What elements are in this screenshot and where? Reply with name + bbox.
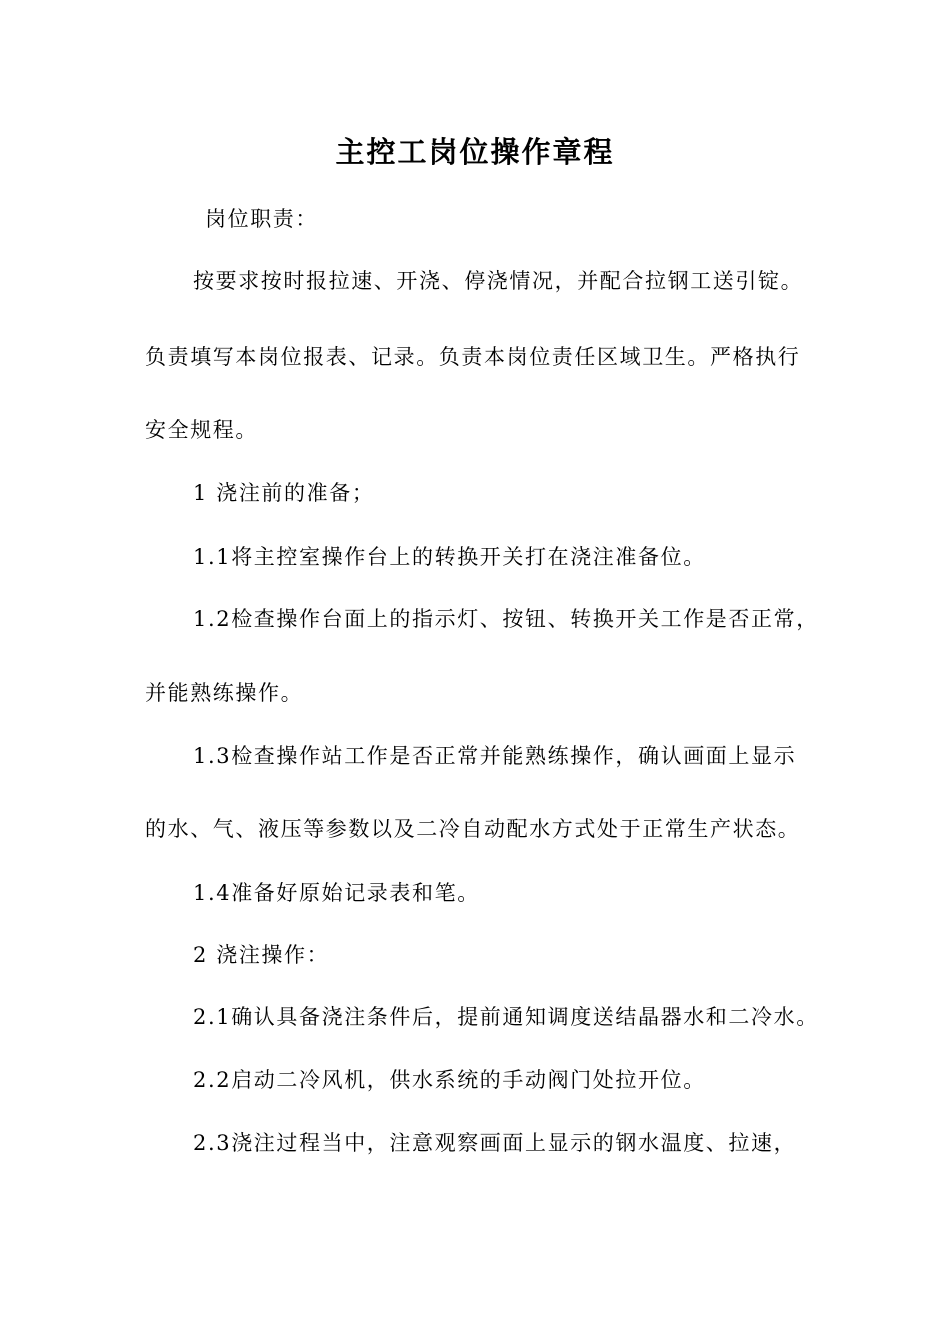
paragraph-line: 按要求按时报拉速、开浇、停浇情况，并配合拉钢工送引锭。 (193, 269, 804, 293)
section-label-duties: 岗位职责： (205, 207, 318, 231)
paragraph-line: 2.3浇注过程当中，注意观察画面上显示的钢水温度、拉速， (193, 1131, 797, 1155)
paragraph-line: 1.2检查操作台面上的指示灯、按钮、转换开关工作是否正常， (193, 607, 819, 631)
paragraph-line: 安全规程。 (145, 418, 258, 442)
paragraph-line: 2.1确认具备浇注条件后，提前通知调度送结晶器水和二冷水。 (193, 1005, 819, 1029)
paragraph-line: 1.1将主控室操作台上的转换开关打在浇注准备位。 (193, 545, 706, 569)
paragraph-line: 负责填写本岗位报表、记录。负责本岗位责任区域卫生。严格执行 (145, 345, 801, 369)
paragraph-line: 的水、气、液压等参数以及二冷自动配水方式处于正常生产状态。 (145, 817, 801, 841)
section-heading-1: 1 浇注前的准备； (193, 481, 375, 505)
document-title: 主控工岗位操作章程 (335, 135, 615, 169)
paragraph-line: 并能熟练操作。 (145, 681, 304, 705)
paragraph-line: 2.2启动二冷风机，供水系统的手动阀门处拉开位。 (193, 1068, 706, 1092)
section-heading-2: 2 浇注操作： (193, 943, 330, 967)
paragraph-line: 1.3检查操作站工作是否正常并能熟练操作，确认画面上显示 (193, 744, 797, 768)
paragraph-line: 1.4准备好原始记录表和笔。 (193, 881, 480, 905)
